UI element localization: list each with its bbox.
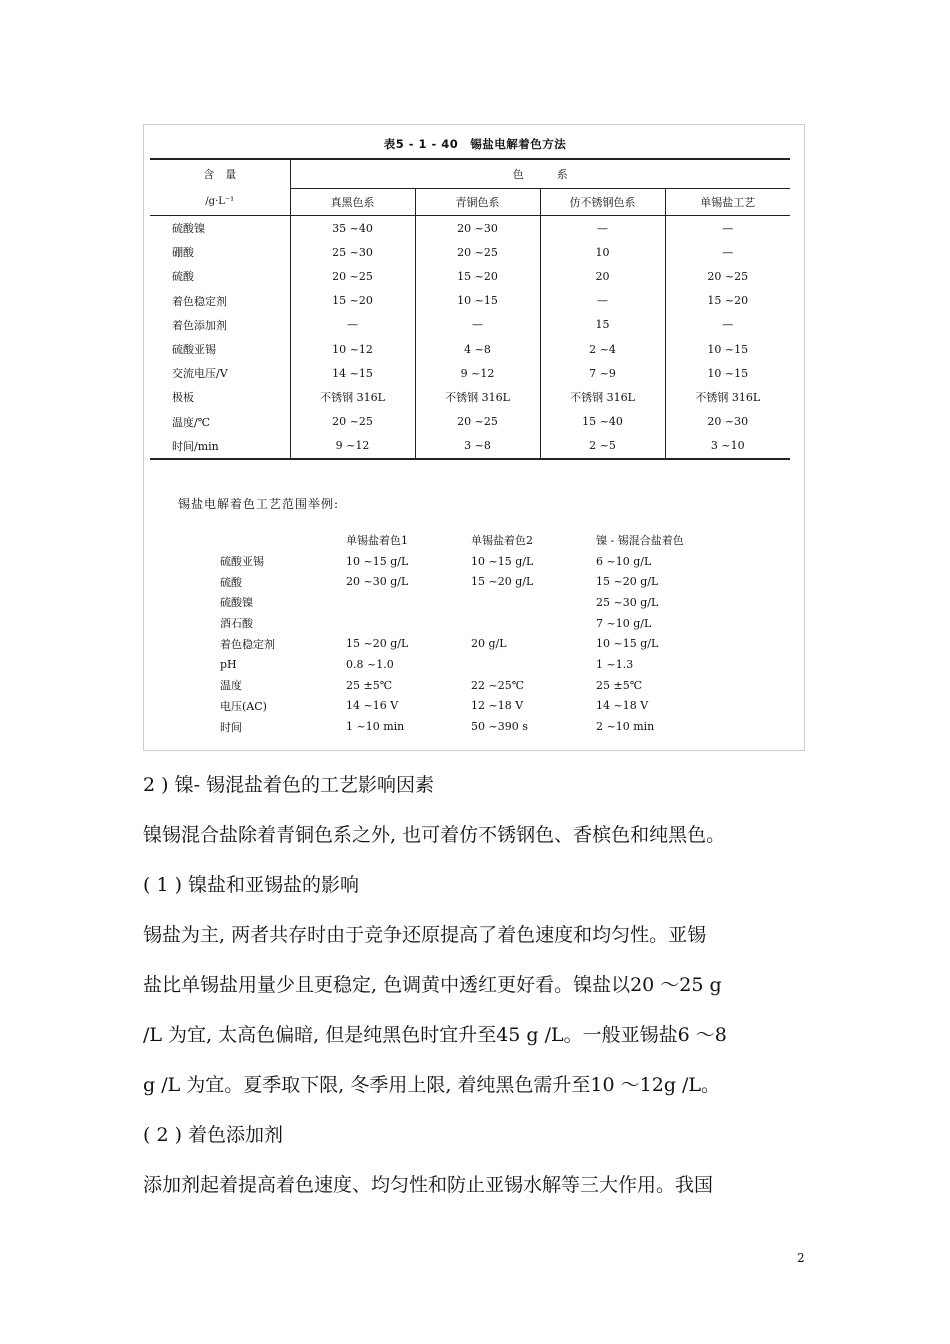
- table-cell: —: [540, 216, 665, 241]
- table-cell: 15 ~40: [540, 410, 665, 434]
- table-cell: 20 ~30: [415, 216, 540, 241]
- examples-column-header: 镍 - 锡混合盐着色: [596, 534, 684, 548]
- example-value: [471, 592, 596, 613]
- paragraph-line: 添加剂起着提高着色速度、均匀性和防止亚锡水解等三大作用。我国: [143, 1174, 714, 1196]
- example-value: 7 ~10 g/L: [596, 616, 652, 630]
- list-item: [220, 551, 684, 572]
- example-label: 硫酸亚锡: [220, 555, 264, 569]
- table-cell: 14 ~15: [290, 361, 415, 385]
- table-cell: 2 ~5: [540, 434, 665, 459]
- header-content-label: 含 量: [150, 159, 290, 188]
- table-cell: 10: [540, 240, 665, 264]
- example-value: 12 ~18 V: [471, 699, 524, 713]
- table-cell: 15 ~20: [415, 264, 540, 288]
- row-label: 时间/min: [150, 434, 290, 459]
- row-label: 硫酸亚锡: [172, 343, 216, 357]
- table-cell: —: [540, 289, 665, 313]
- table-cell: 2 ~4: [540, 337, 665, 361]
- table-cell: 不锈钢 316L: [290, 385, 415, 409]
- list-item: [220, 571, 684, 592]
- table-cell: 3 ~8: [415, 434, 540, 459]
- table-cell: 35 ~40: [290, 216, 415, 241]
- example-label: 酒石酸: [220, 617, 253, 631]
- paragraph-line: g /L 为宜。夏季取下限, 冬季用上限, 着纯黑色需升至10 ～12g /L。: [143, 1074, 721, 1096]
- row-label: 着色稳定剂: [172, 294, 227, 308]
- example-value: 50 ~390 s: [471, 720, 528, 734]
- table-row: [150, 385, 790, 409]
- example-value: [346, 613, 471, 634]
- row-label: 极板: [172, 391, 194, 405]
- table-cell: —: [290, 313, 415, 337]
- row-label: 交流电压/V: [172, 367, 228, 381]
- table-row: [150, 434, 790, 459]
- example-value: 10 ~15 g/L: [346, 554, 409, 568]
- paragraph-line: 锡盐为主, 两者共存时由于竞争还原提高了着色速度和均匀性。亚锡: [143, 924, 707, 946]
- row-label: 硫酸: [172, 270, 194, 284]
- table-cell: 15 ~20: [290, 289, 415, 313]
- examples-header-row: [220, 530, 684, 551]
- table-cell: —: [665, 313, 790, 337]
- column-header: 真黑色系: [290, 188, 415, 216]
- table-row: [150, 240, 790, 264]
- example-value: [471, 654, 596, 675]
- table-cell: 10 ~15: [665, 361, 790, 385]
- table-cell: 15: [540, 313, 665, 337]
- table-cell: 不锈钢 316L: [415, 385, 540, 409]
- table-row: [150, 289, 790, 313]
- example-value: 10 ~15 g/L: [596, 637, 659, 651]
- row-label: 温度/℃: [172, 415, 211, 429]
- example-value: 22 ~25℃: [471, 678, 525, 692]
- table-cell: 7 ~9: [540, 361, 665, 385]
- table-row: [150, 313, 790, 337]
- example-value: 2 ~10 min: [596, 720, 655, 734]
- list-item: [220, 592, 684, 613]
- column-header: 单锡盐工艺: [665, 188, 790, 216]
- list-item: [220, 654, 684, 675]
- row-label: 着色添加剂: [172, 318, 227, 332]
- table-row: [150, 361, 790, 385]
- example-value: 1 ~10 min: [346, 720, 405, 734]
- table-cell: 20 ~25: [415, 410, 540, 434]
- table-caption: 表5 - 1 - 40 锡盐电解着色方法: [383, 137, 567, 151]
- tin-salt-coloring-table: [150, 158, 790, 460]
- table-cell: 4 ~8: [415, 337, 540, 361]
- example-value: 10 ~15 g/L: [471, 554, 534, 568]
- row-label: 硼酸: [172, 246, 194, 260]
- examples-table: [220, 530, 684, 737]
- example-label: 电压(AC): [220, 699, 267, 713]
- table-row: [150, 264, 790, 288]
- example-value: 20 g/L: [471, 637, 507, 651]
- page-number: 2: [797, 1251, 805, 1265]
- example-value: 25 ~30 g/L: [596, 595, 659, 609]
- table-cell: 25 ~30: [290, 240, 415, 264]
- table-cell: 15 ~20: [665, 289, 790, 313]
- table-cell: 20 ~25: [290, 410, 415, 434]
- list-item: [220, 716, 684, 737]
- example-label: pH: [220, 657, 237, 671]
- example-value: 14 ~18 V: [596, 699, 649, 713]
- example-label: 温度: [220, 679, 242, 693]
- table-cell: —: [665, 240, 790, 264]
- table-cell: 10 ~15: [665, 337, 790, 361]
- example-label: 硫酸镍: [220, 596, 253, 610]
- example-value: 20 ~30 g/L: [346, 575, 409, 589]
- example-value: 15 ~20 g/L: [471, 575, 534, 589]
- table-cell: 20 ~25: [415, 240, 540, 264]
- paragraph-line: 镍锡混合盐除着青铜色系之外, 也可着仿不锈钢色、香槟色和纯黑色。: [143, 824, 726, 846]
- example-value: 1 ~1.3: [596, 657, 634, 671]
- table-cell: 9 ~12: [415, 361, 540, 385]
- table-cell: 20 ~25: [665, 264, 790, 288]
- example-value: 0.8 ~1.0: [346, 657, 394, 671]
- table-cell: 9 ~12: [290, 434, 415, 459]
- example-value: 6 ~10 g/L: [596, 554, 652, 568]
- table-cell: 不锈钢 316L: [665, 385, 790, 409]
- example-value: 25 ±5℃: [346, 678, 393, 692]
- table-row: [150, 216, 790, 241]
- example-label: 硫酸: [220, 575, 242, 589]
- example-label: 时间: [220, 720, 242, 734]
- table-cell: 20: [540, 264, 665, 288]
- column-header: 青铜色系: [415, 188, 540, 216]
- list-item: [220, 613, 684, 634]
- table-cell: 20 ~30: [665, 410, 790, 434]
- table-cell: 不锈钢 316L: [540, 385, 665, 409]
- table-cell: 20 ~25: [290, 264, 415, 288]
- table-row: [150, 337, 790, 361]
- example-value: 14 ~16 V: [346, 699, 399, 713]
- table-cell: 3 ~10: [665, 434, 790, 459]
- column-header: 仿不锈钢色系: [540, 188, 665, 216]
- example-value: [346, 592, 471, 613]
- list-item: [220, 675, 684, 696]
- example-value: 25 ±5℃: [596, 678, 643, 692]
- subsection-heading: ( 1 ) 镍盐和亚锡盐的影响: [143, 874, 360, 896]
- table-row: [150, 410, 790, 434]
- paragraph-line: 盐比单锡盐用量少且更稳定, 色调黄中透红更好看。镍盐以20 ～25 g: [143, 974, 722, 996]
- example-value: 15 ~20 g/L: [346, 637, 409, 651]
- example-label: 着色稳定剂: [220, 637, 275, 651]
- example-value: [471, 613, 596, 634]
- table-cell: 10 ~15: [415, 289, 540, 313]
- section-heading: 2 ) 镍- 锡混盐着色的工艺影响因素: [143, 774, 435, 796]
- color-series-header: 色 系: [290, 159, 790, 188]
- subsection-heading: ( 2 ) 着色添加剂: [143, 1124, 284, 1146]
- table-cell: —: [415, 313, 540, 337]
- examples-title: 锡盐电解着色工艺范围举例:: [178, 497, 340, 511]
- table-cell: 10 ~12: [290, 337, 415, 361]
- paragraph-line: /L 为宜, 太高色偏暗, 但是纯黑色时宜升至45 g /L。一般亚锡盐6 ～8: [143, 1024, 727, 1046]
- list-item: [220, 696, 684, 717]
- examples-column-header: 单锡盐着色1: [346, 534, 408, 548]
- row-label: 硫酸镍: [172, 222, 205, 236]
- header-unit-label: /g·L⁻¹: [150, 188, 290, 216]
- list-item: [220, 633, 684, 654]
- example-value: 15 ~20 g/L: [596, 575, 659, 589]
- table-cell: —: [665, 216, 790, 241]
- examples-column-header: 单锡盐着色2: [471, 534, 533, 548]
